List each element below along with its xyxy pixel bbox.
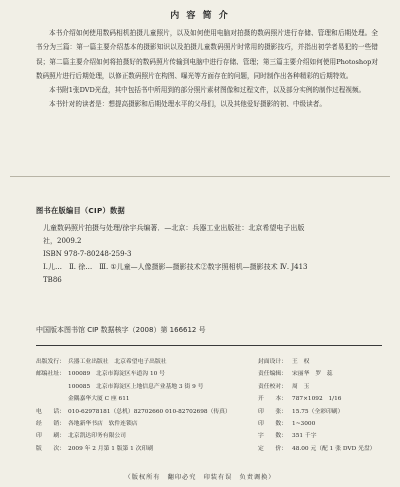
publication-key: 开 本： [258,396,287,403]
publication-value: 宋丽华 罗 蕊 [292,371,333,378]
publication-key: 出版发行： [36,359,65,365]
publication-key: 经 销： [36,421,65,428]
publication-key: 定 价： [258,445,287,452]
publication-row [36,443,284,455]
publication-key: 字 数： [258,433,287,440]
summary-title: 内 容 简 介 [170,11,230,21]
publication-row [36,393,284,405]
publication-key: 责任校对： [258,383,287,390]
publication-row [36,418,284,430]
publication-value: 15.75（全彩印刷） [292,408,344,415]
publication-row [258,418,398,430]
publication-key: 印 刷： [36,433,65,440]
publication-value: 787×1092 1/16 [292,396,342,403]
cip-line: ISBN 978-7-80248-259-3 [43,250,132,258]
publication-value: 100089 北京市海淀区车道沟 10 号 [68,371,165,378]
publication-rule [36,345,382,346]
publication-value: 兵器工业出版社 北京希望电子出版社 [68,359,167,365]
publication-value: 351 千字 [292,433,317,440]
publication-row [36,368,284,380]
publication-row [258,368,398,380]
cip-data [36,222,315,287]
publication-value: 各地新华书店 软件连锁店 [68,421,138,428]
publication-key: 印 张： [258,408,287,415]
summary-paragraph: 本书针对的读者是：想提高摄影和后期处理水平的父母们，以及其他爱好摄影的初、中级读者。 [49,100,326,109]
publication-row [258,356,398,368]
publication-info-right [258,356,398,455]
section-divider [10,176,390,177]
publication-row [258,430,398,442]
cip-heading: 图书在版编目（CIP）数据 [36,206,125,215]
summary-paragraph: 本书介绍如何使用数码相机拍摄儿童照片，以及如何使用电脑对拍摄的数码照片进行存储、管理和后期处理。全书分为三篇：第一篇主要介绍基本的摄影知识以及拍摄儿童数码照片时常用的摄影技巧，并指出初学者易犯的一些错误；第二篇主要介绍如何将拍摄好的数码照片传输到电脑中进行存储、管理；第三篇主要介绍如何使用Photoshop对数码照片进行后期处理，以修正数码照片在构图、曝光等方面存在的问题，同时制作出各种精彩的后期特效。 [36,29,378,80]
publication-row [258,443,398,455]
publication-value: 周 玉 [292,383,310,390]
cip-record-number: 中国版本图书馆 CIP 数据核字（2008）第 166612 号 [36,326,206,334]
publication-row [36,406,284,418]
publication-key: 印 数： [258,421,287,428]
copyright-notice: （版权所有 翻印必究 印装有误 负责调换） [124,474,276,481]
publication-value: 2009 年 2 月第 1 版第 1 次印刷 [68,445,154,452]
publication-value: 010-62978181（总机）82702660 010-82702698（传真） [68,408,231,415]
publication-row [258,381,398,393]
publication-value: 金隅嘉华大厦 C 座 611 [68,396,130,403]
cip-line: 儿童数码照片拍摄与处理/徐宇兵编著．—北京：兵器工业出版社：北京希望电子出版社，2009.2 [43,224,305,245]
publication-value: 北京凯达印务有限公司 [68,433,126,440]
publication-value: 100085 北京市海淀区上地信息产业基地 3 街 9 号 [68,383,204,390]
publication-key: 电 话： [36,408,65,415]
summary-paragraph: 本书附1张DVD光盘，其中包括书中所用到的部分照片素材图像和过程文件，以及部分实例的制作过程视频。 [49,86,366,95]
publication-row [36,356,284,368]
publication-value: 48.00 元（配 1 张 DVD 光盘） [292,445,376,452]
publication-key: 责任编辑： [258,371,287,378]
summary-section [36,26,378,112]
publication-key [36,393,68,405]
publication-key: 版 次： [36,445,65,452]
publication-row [258,406,398,418]
publication-row [258,393,398,405]
publication-row [36,381,284,393]
publication-key: 邮编社址： [36,371,65,378]
cip-line: Ⅰ.儿… Ⅱ. 徐… Ⅲ. ①儿童—人像摄影—摄影技术②数字照相机—摄影技术 Ⅳ. J413 TB86 [43,263,315,284]
publication-key [36,381,68,393]
publication-info-left [36,356,284,455]
publication-value: 王 权 [292,359,310,365]
publication-row [36,430,284,442]
publication-key: 封面设计： [258,359,287,365]
publication-value: 1~3000 [292,421,316,428]
